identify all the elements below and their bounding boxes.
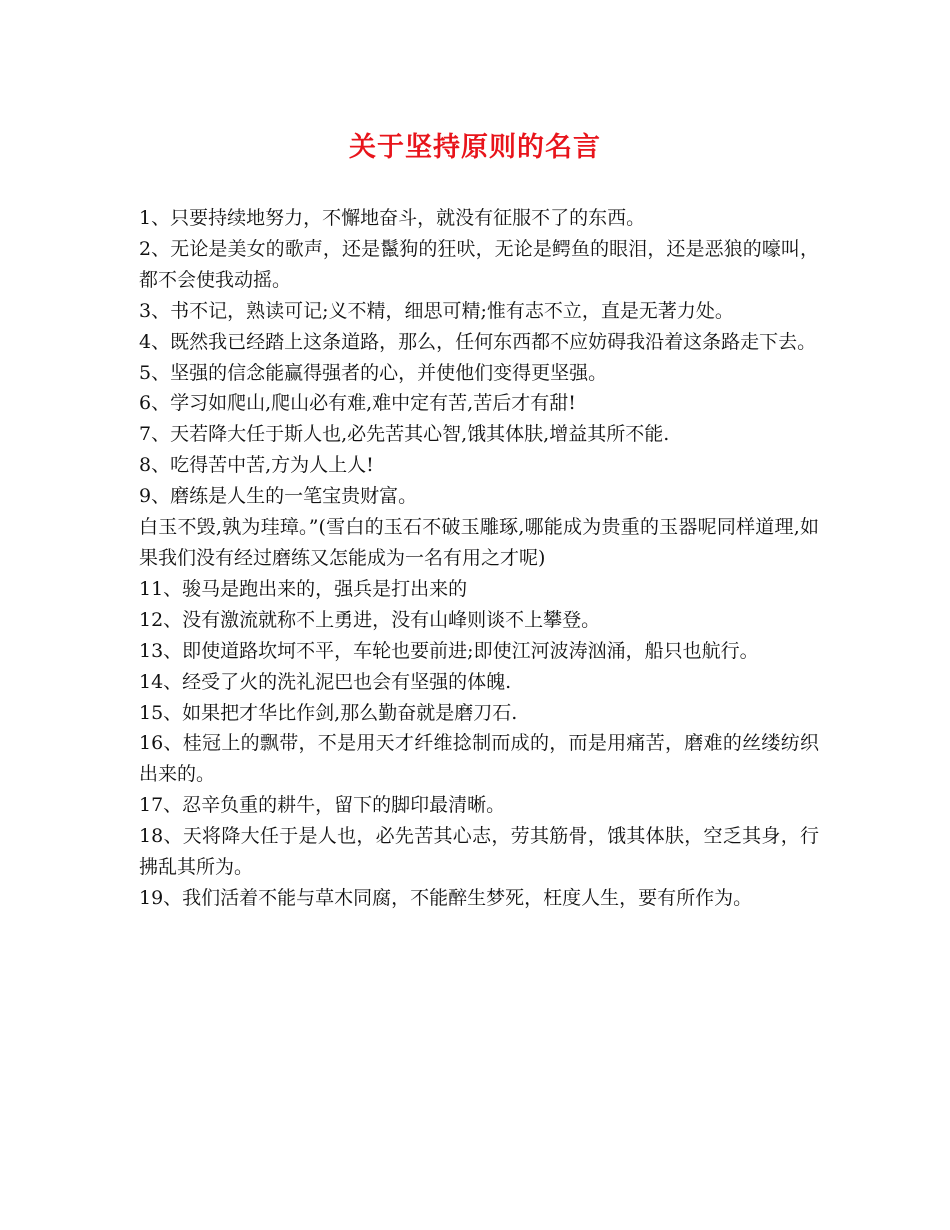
quote-paragraph: 14、经受了火的洗礼泥巴也会有坚强的体魄. <box>139 670 512 693</box>
page-title: 关于坚持原则的名言 <box>349 132 601 163</box>
quote-paragraph: 1、只要持续地努力，不懈地奋斗，就没有征服不了的东西。 <box>139 207 646 229</box>
quote-paragraph: 5、坚强的信念能赢得强者的心，并使他们变得更坚强。 <box>139 361 608 384</box>
quote-paragraph: 12、没有激流就称不上勇进，没有山峰则谈不上攀登。 <box>139 608 601 631</box>
quote-paragraph: 15、如果把才华比作剑,那么勤奋就是磨刀石. <box>139 701 518 724</box>
quote-paragraph: 3、书不记，熟读可记;义不精，细思可精;惟有志不立，直是无著力处。 <box>139 299 734 322</box>
quote-paragraph: 4、既然我已经踏上这条道路，那么，任何东西都不应妨碍我沿着这条路走下去。 <box>139 330 817 353</box>
quote-paragraph: 19、我们活着不能与草木同腐，不能醉生梦死，枉度人生，要有所作为。 <box>139 886 753 909</box>
quote-paragraph: 白玉不毁,孰为珪璋。”(雪白的玉石不破玉雕琢,哪能成为贵重的玉器呢同样道理,如果我们没有经过磨练又怎能成为一名有用之才呢) <box>139 516 819 569</box>
quote-paragraph: 2、无论是美女的歌声，还是鬣狗的狂吠，无论是鳄鱼的眼泪，还是恶狼的嚎叫，都不会使我动摇。 <box>139 237 819 291</box>
quote-paragraph: 16、桂冠上的飘带，不是用天才纤维捻制而成的，而是用痛苦，磨难的丝缕纺织出来的。 <box>139 732 819 786</box>
quote-paragraph: 13、即使道路坎坷不平，车轮也要前进;即使江河波涛汹涌，船只也航行。 <box>139 639 759 662</box>
quote-paragraph: 8、吃得苦中苦,方为人上人! <box>139 454 374 477</box>
quote-paragraph: 7、天若降大任于斯人也,必先苦其心智,饿其体肤,增益其所不能. <box>139 423 670 446</box>
quote-list <box>139 203 819 914</box>
quote-paragraph: 18、天将降大任于是人也，必先苦其心志，劳其筋骨，饿其体肤，空乏其身，行拂乱其所为。 <box>139 825 819 879</box>
quote-paragraph: 9、磨练是人生的一笔宝贵财富。 <box>139 485 418 508</box>
quote-paragraph: 11、骏马是跑出来的，强兵是打出来的 <box>139 577 468 600</box>
quote-paragraph: 17、忍辛负重的耕牛，留下的脚印最清晰。 <box>139 794 506 817</box>
quote-paragraph: 6、学习如爬山,爬山必有难,难中定有苦,苦后才有甜! <box>139 392 576 415</box>
